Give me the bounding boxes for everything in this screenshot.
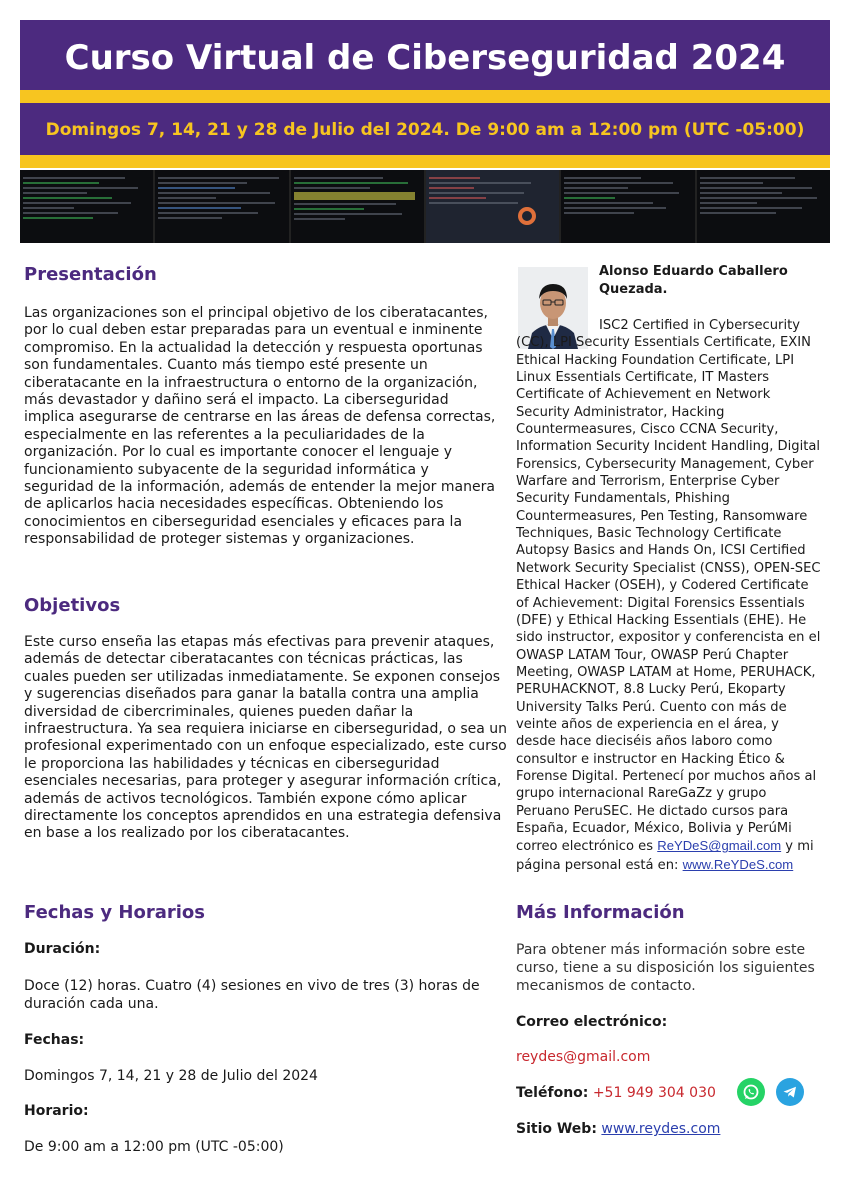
instructor-bio-text: (CC), LPI Security Essentials Certificate, EXIN Ethical Hacking Foundation Certificate, LPI Linux Essentials Certificate, IT Masters Certificate of Achievement en Network Security Administrator, Hacking Countermeasures, Cisco CCNA Security, Information Security Incident Handling, Digital Forensics, Cybersecurity Management, Cyber Warfare and Terrorism, Enterprise Cyber Security Fundamentals, Phishing Countermeasures, Pen Testing, Ransomware Techniques, Basic Technology Certificate Autopsy Basics and Hands On, ICSI Certified Network Security Specialist (CNSS), OPEN-SEC Ethical Hacker (OSEH), y Codered Certificate of Achievement: Digital Forensics Essentials (DFE) y Ethical Hacking Essentials (EHE). He sido instructor, expositor y conferencista en el OWASP LATAM Tour, OWASP Perú Chapter Meeting, OWASP LATAM at Home, PERUHACK, PERUHACKNOT, 8.8 Lucky Perú, Ekoparty University Talks Perú. Cuento con más de veinte años de experiencia en el área, y desde hace dieciséis años laboro como consultor e instructor en Hacking Ético & Forense Digital. Pertenecí por muchos años al grupo internacional RareGaZz y grupo Peruano PeruSEC. He dictado cursos para España, Ecuador, México, Bolivia y PerúMi correo electrónico es bbox=[516, 335, 821, 855]
telefono-label: Teléfono: bbox=[516, 1085, 589, 1101]
sitio-label: Sitio Web: bbox=[516, 1121, 597, 1137]
course-schedule-banner: Domingos 7, 14, 21 y 28 de Julio del 2024. De 9:00 am a 12:00 pm (UTC -05:00) bbox=[20, 103, 830, 155]
fechas-value: Domingos 7, 14, 21 y 28 de Julio del 2024 bbox=[24, 1068, 318, 1084]
instructor-bio-connector: y mi página personal está en: bbox=[516, 839, 814, 873]
instructor-website-link[interactable]: www.ReYDeS.com bbox=[682, 856, 794, 872]
dashboard-panel bbox=[426, 170, 561, 243]
gold-stripe-top bbox=[20, 90, 830, 103]
terminal-panel bbox=[561, 170, 696, 243]
mas-informacion-text: Para obtener más información sobre este curso, tiene a su disposición los siguientes mecanismos de contacto. bbox=[516, 942, 815, 994]
telefono-row bbox=[516, 1085, 716, 1101]
objetivos-heading: Objetivos bbox=[24, 595, 121, 616]
whatsapp-icon[interactable] bbox=[737, 1078, 765, 1106]
terminal-panel bbox=[155, 170, 290, 243]
presentacion-text: Las organizaciones son el principal objetivo de los ciberatacantes, por lo cual deben estar preparadas para un eventual e inminente compromiso. En la actualidad la detección y respuesta oportunas son fundamentales. Cuanto más tiempo esté presente un ciberatacante en la infraestructura o entorno de la organización, más devastador y dañino será el impacto. La ciberseguridad implica asegurarse de centrarse en las áreas de defensa correctas, especialmente en las referentes a la peculiaridades de la organización. Por lo cual es importante conocer el lenguaje y funcionamiento subyacente de la seguridad informática y seguridad de la información, además de entender la mejor manera de aplicarlos hacia necesidades específicas. Obteniendo los conocimientos en ciberseguridad esenciales y eficaces para la responsabilidad de proteger sistemas y organizaciones. bbox=[24, 305, 496, 548]
horario-label: Horario: bbox=[24, 1103, 89, 1119]
gold-stripe-bottom bbox=[20, 155, 830, 168]
terminal-screenshots-banner bbox=[20, 170, 830, 243]
mas-informacion-heading: Más Información bbox=[516, 902, 685, 923]
correo-label: Correo electrónico: bbox=[516, 1014, 668, 1030]
instructor-bio bbox=[516, 317, 822, 874]
horario-value: De 9:00 am a 12:00 pm (UTC -05:00) bbox=[24, 1139, 284, 1155]
course-title: Curso Virtual de Ciberseguridad 2024 bbox=[20, 20, 830, 90]
duracion-label: Duración: bbox=[24, 941, 101, 957]
duracion-value: Doce (12) horas. Cuatro (4) sesiones en vivo de tres (3) horas de duración cada una. bbox=[24, 978, 480, 1012]
fechas-label: Fechas: bbox=[24, 1032, 85, 1048]
terminal-panel bbox=[291, 170, 426, 243]
objetivos-text: Este curso enseña las etapas más efectivas para prevenir ataques, además de detectar ciberatacantes con técnicas prácticas, las cuales pueden ser utilizadas inmediatamente. Se exponen consejos y sugerencias diseñados para ganar la batalla contra una amplia diversidad de cibercriminales, quienes pueden dañar la infraestructura. Ya sea requiera iniciarse en ciberseguridad, o sea un profesional experimentado con un enfoque especializado, este curso le proporciona las habilidades y técnicas en ciberseguridad esenciales necesarias, para proteger y asegurar información crítica, además de activos tecnológicos. También expone cómo aplicar directamente los conceptos aprendidos en una estrategia defensiva en base a los realizado por los ciberatacantes. bbox=[24, 634, 508, 842]
instructor-email-link[interactable]: ReYDeS@gmail.com bbox=[657, 838, 782, 854]
sitio-value[interactable]: www.reydes.com bbox=[601, 1121, 721, 1137]
telegram-icon[interactable] bbox=[776, 1078, 804, 1106]
presentacion-heading: Presentación bbox=[24, 264, 157, 285]
terminal-panel bbox=[697, 170, 830, 243]
correo-value[interactable]: reydes@gmail.com bbox=[516, 1049, 651, 1065]
fechas-heading: Fechas y Horarios bbox=[24, 902, 205, 923]
sitio-row bbox=[516, 1121, 720, 1137]
instructor-name: Alonso Eduardo Caballero Quezada. bbox=[599, 264, 788, 297]
instructor-bio-first-line: ISC2 Certified in Cybersecurity bbox=[599, 318, 800, 333]
terminal-panel bbox=[20, 170, 155, 243]
telefono-value[interactable]: +51 949 304 030 bbox=[592, 1085, 716, 1101]
